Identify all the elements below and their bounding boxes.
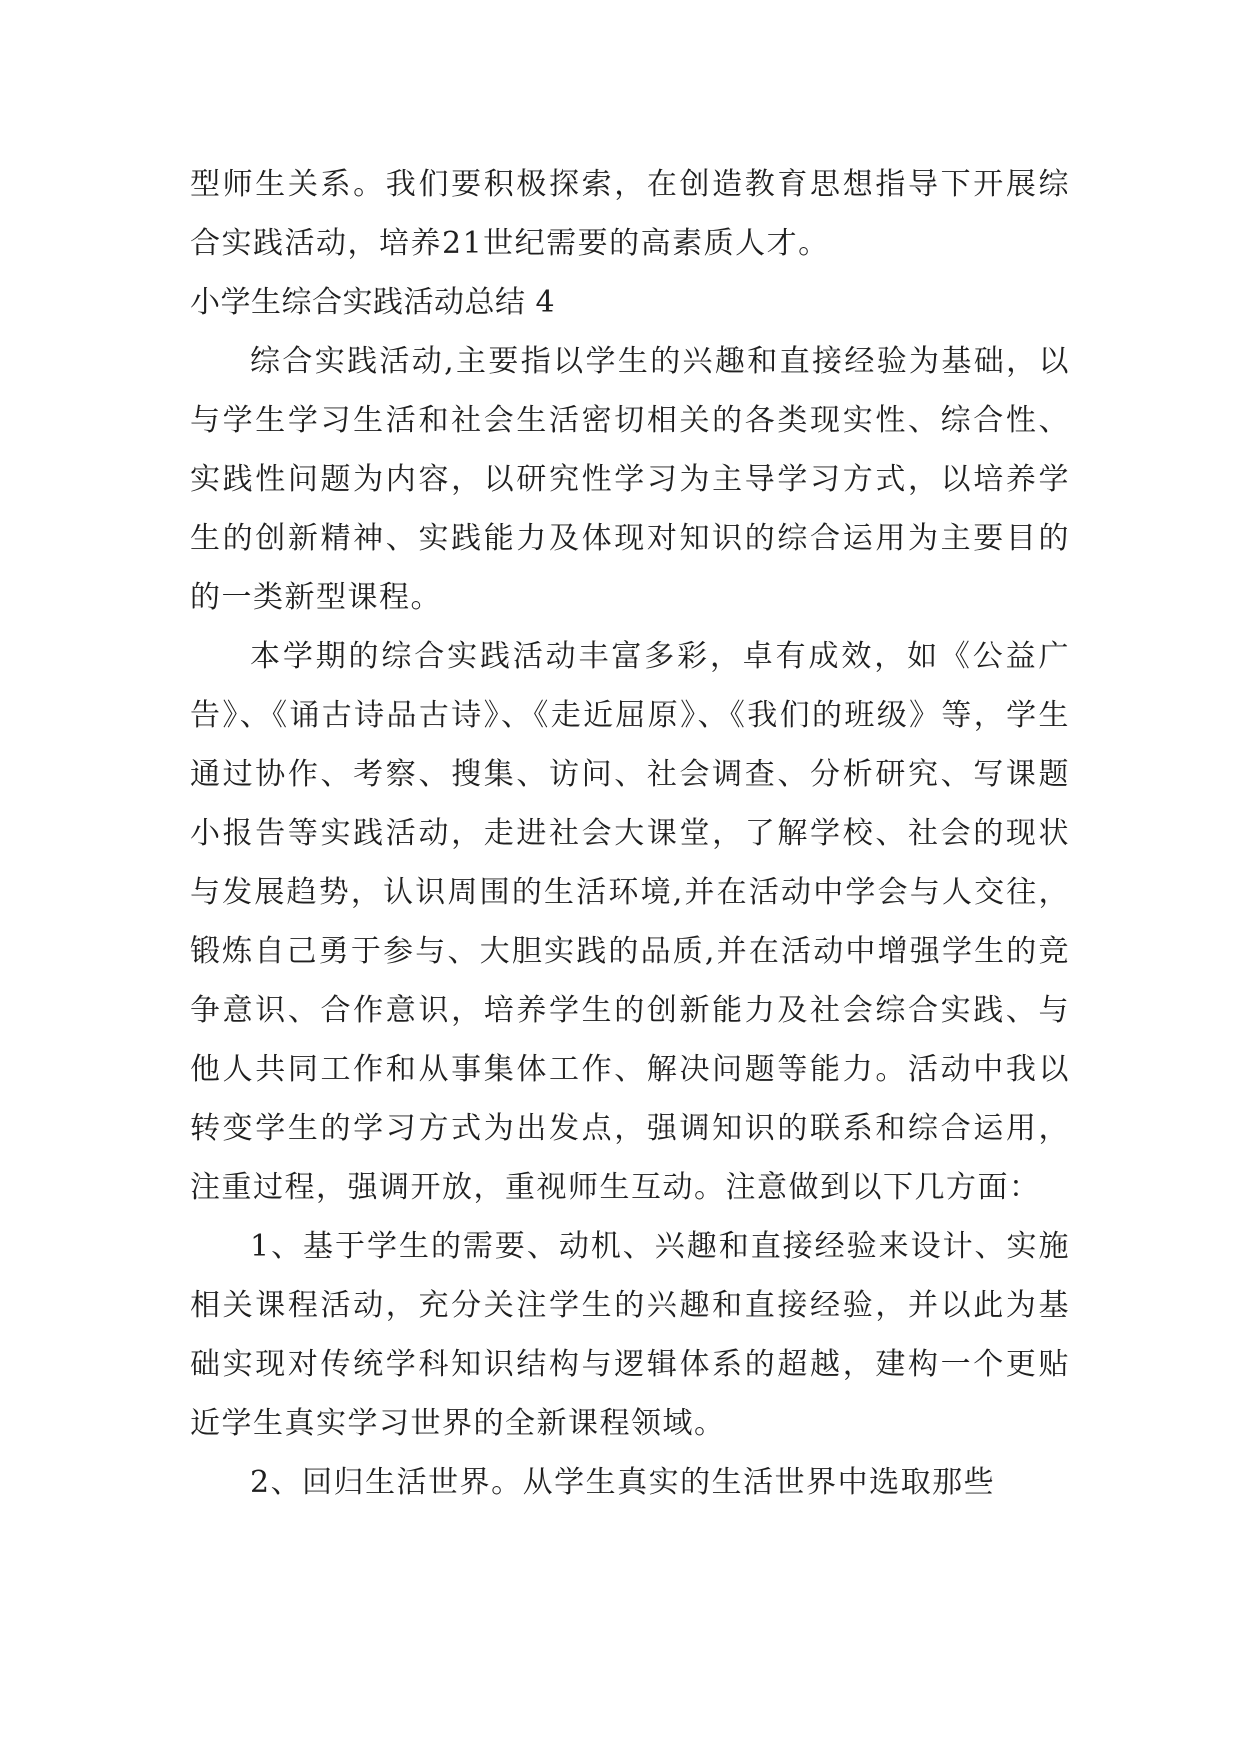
paragraph-point-2: 2、回归生活世界。从学生真实的生活世界中选取那些 [250, 1465, 996, 1500]
paragraph-continuation: 型师生关系。我们要积极探索，在创造教育思想指导下开展综合实践活动，培养21世纪需要的高素质人才。 [190, 167, 1070, 261]
paragraph-semester-activities: 本学期的综合实践活动丰富多彩，卓有成效，如《公益广告》、《诵古诗品古诗》、《走近屈原》、《我们的班级》等，学生通过协作、考察、搜集、访问、社会调查、分析研究、写课题小报告等实践活动，走进社会大课堂，了解学校、社会的现状与发展趋势，认识周围的生活环境,并在活动中学会与人交往，锻炼自己勇于参与、大胆实践的品质,并在活动中增强学生的竞争意识、合作意识，培养学生的创新能力及社会综合实践、与他人共同工作和从事集体工作、解决问题等能力。活动中我以转变学生的学习方式为出发点，强调知识的联系和综合运用，注重过程，强调开放，重视师生互动。注意做到以下几方面： [190, 639, 1070, 1205]
section-heading: 小学生综合实践活动总结 4 [190, 285, 556, 320]
document-body [190, 155, 1070, 1512]
paragraph-definition: 综合实践活动,主要指以学生的兴趣和直接经验为基础，以与学生学习生活和社会生活密切相关的各类现实性、综合性、实践性问题为内容，以研究性学习为主导学习方式，以培养学生的创新精神、实践能力及体现对知识的综合运用为主要目的的一类新型课程。 [190, 344, 1070, 615]
paragraph-point-1: 1、基于学生的需要、动机、兴趣和直接经验来设计、实施相关课程活动，充分关注学生的兴趣和直接经验，并以此为基础实现对传统学科知识结构与逻辑体系的超越，建构一个更贴近学生真实学习世界的全新课程领域。 [190, 1229, 1070, 1441]
